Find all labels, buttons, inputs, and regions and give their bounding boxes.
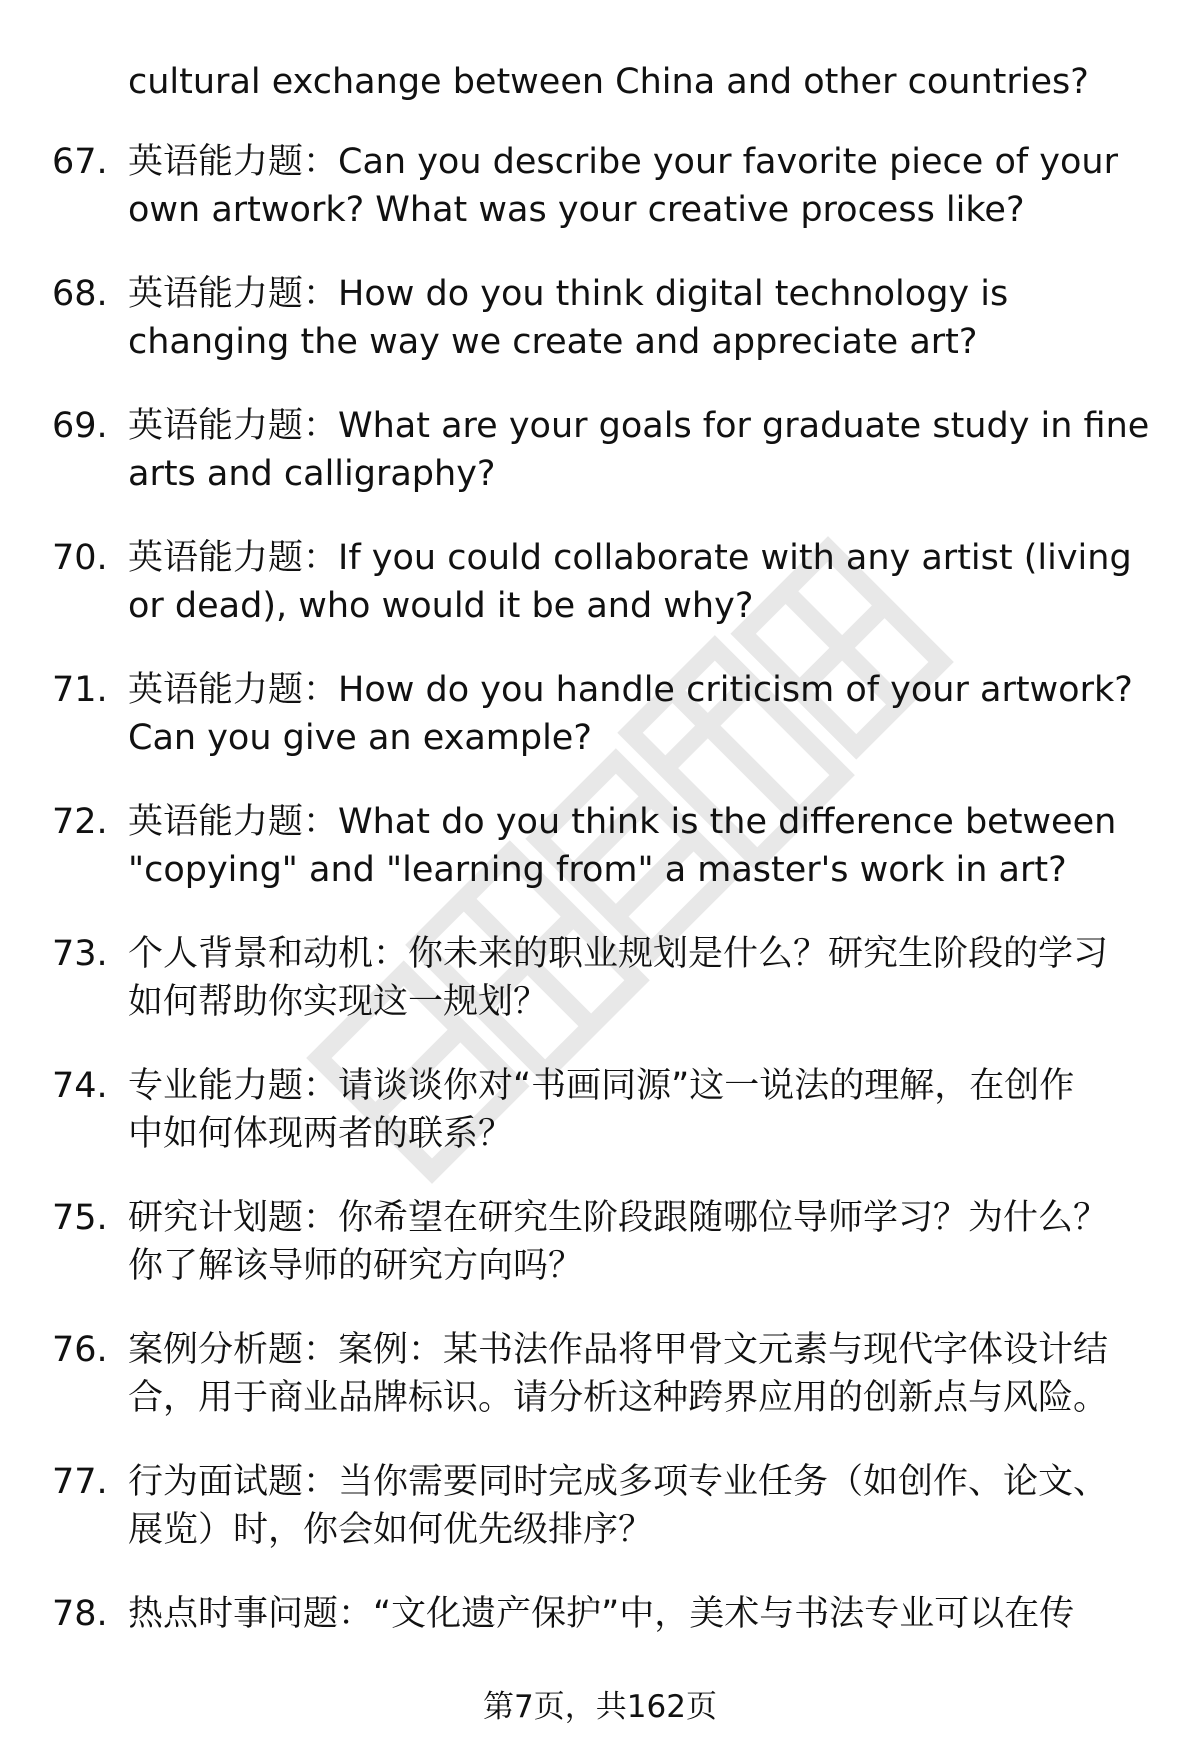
question-number: 68. bbox=[52, 274, 108, 314]
question-list bbox=[0, 138, 1200, 1638]
question-text-line: or dead), who would it be and why? bbox=[128, 586, 754, 626]
question-text-line: 中如何体现两者的联系？ bbox=[128, 1114, 514, 1154]
question-text-line: 英语能力题：Can you describe your favorite piece of your bbox=[128, 142, 1118, 182]
question-item bbox=[0, 1194, 1200, 1290]
question-item bbox=[0, 138, 1200, 234]
question-item bbox=[0, 402, 1200, 498]
question-item bbox=[0, 1326, 1200, 1422]
question-text-line: "copying" and "learning from" a master's work in art? bbox=[128, 850, 1067, 890]
question-text-line: 案例分析题：案例：某书法作品将甲骨文元素与现代字体设计结 bbox=[128, 1330, 1109, 1370]
question-item bbox=[0, 1590, 1200, 1638]
question-text-line: 热点时事问题：“文化遗产保护”中，美术与书法专业可以在传 bbox=[128, 1594, 1075, 1634]
question-text-line: own artwork? What was your creative process like? bbox=[128, 190, 1025, 230]
question-number: 71. bbox=[52, 670, 108, 710]
question-item bbox=[0, 666, 1200, 762]
question-item bbox=[0, 930, 1200, 1026]
question-item bbox=[0, 534, 1200, 630]
question-text-line: 你了解该导师的研究方向吗？ bbox=[128, 1246, 584, 1286]
question-text-line: 专业能力题：请谈谈你对“书画同源”这一说法的理解，在创作 bbox=[128, 1066, 1075, 1106]
question-item bbox=[0, 270, 1200, 366]
question-number: 72. bbox=[52, 802, 108, 842]
question-number: 73. bbox=[52, 934, 108, 974]
question-text-line: 行为面试题：当你需要同时完成多项专业任务（如创作、论文、 bbox=[128, 1462, 1109, 1502]
question-number: 75. bbox=[52, 1198, 108, 1238]
question-item bbox=[0, 798, 1200, 894]
question-item bbox=[0, 1458, 1200, 1554]
question-number: 78. bbox=[52, 1594, 108, 1634]
question-number: 77. bbox=[52, 1462, 108, 1502]
question-text-line: 英语能力题：What are your goals for graduate study in fine bbox=[128, 406, 1150, 446]
question-text-line: 英语能力题：How do you handle criticism of your artwork? bbox=[128, 670, 1133, 710]
continued-question-text: cultural exchange between China and other countries? bbox=[128, 62, 1089, 102]
question-item bbox=[0, 1062, 1200, 1158]
page-footer: 第7页，共162页 bbox=[483, 1689, 717, 1725]
question-number: 69. bbox=[52, 406, 108, 446]
question-text-line: 研究计划题：你希望在研究生阶段跟随哪位导师学习？为什么？ bbox=[128, 1198, 1109, 1238]
question-text-line: arts and calligraphy? bbox=[128, 454, 496, 494]
question-text-line: changing the way we create and appreciate art? bbox=[128, 322, 978, 362]
question-text-line: 个人背景和动机：你未来的职业规划是什么？研究生阶段的学习 bbox=[128, 934, 1109, 974]
question-text-line: Can you give an example? bbox=[128, 718, 592, 758]
question-number: 76. bbox=[52, 1330, 108, 1370]
question-text-line: 合，用于商业品牌标识。请分析这种跨界应用的创新点与风险。 bbox=[128, 1378, 1109, 1418]
question-number: 74. bbox=[52, 1066, 108, 1106]
question-text-line: 英语能力题：What do you think is the difference between bbox=[128, 802, 1117, 842]
question-number: 70. bbox=[52, 538, 108, 578]
question-text-line: 展览）时，你会如何优先级排序？ bbox=[128, 1510, 654, 1550]
question-text-line: 如何帮助你实现这一规划？ bbox=[128, 982, 549, 1022]
question-number: 67. bbox=[52, 142, 108, 182]
question-text-line: 英语能力题：If you could collaborate with any artist (living bbox=[128, 538, 1132, 578]
question-text-line: 英语能力题：How do you think digital technology is bbox=[128, 274, 1009, 314]
